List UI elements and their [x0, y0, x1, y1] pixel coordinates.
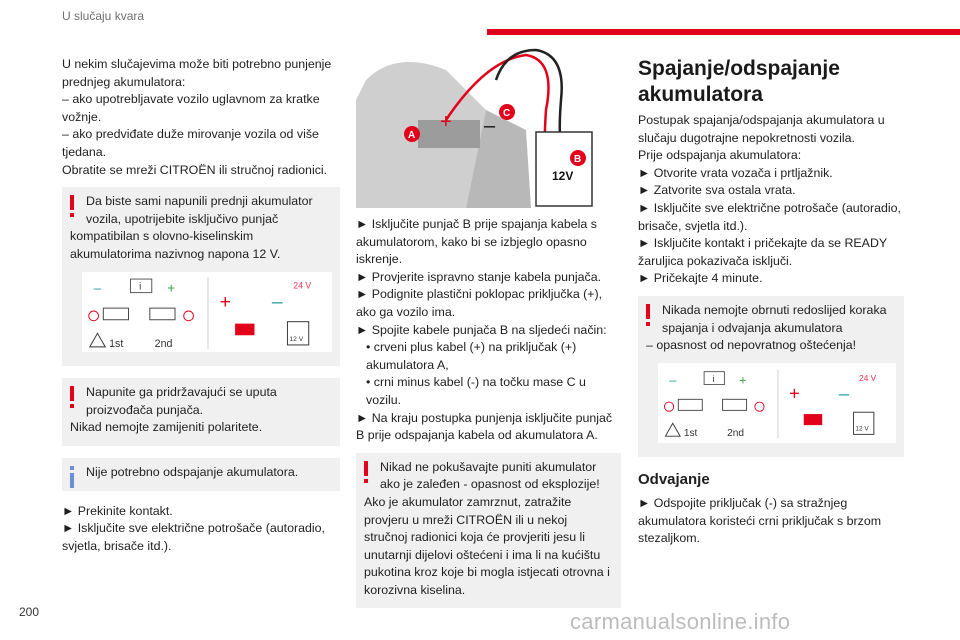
warning-box — [62, 187, 340, 366]
label-b: B — [574, 154, 582, 165]
warning-text: ako je zaleđen - opasnost od eksplozije! — [380, 477, 600, 492]
charger-voltage: 12V — [552, 169, 574, 183]
first-label: 1st — [109, 337, 124, 350]
warning-box — [638, 296, 904, 457]
step-line: ► Spojite kabele punjača B na sljedeći način: — [356, 322, 607, 337]
step-line: ► Isključite sve električne potrošače (autoradio, svjetla, brisače itd.). — [62, 521, 325, 553]
header-accent-bar — [487, 29, 960, 35]
watermark: carmanualsonline.info — [570, 609, 791, 634]
battery-icon — [235, 323, 254, 335]
intro-line: – ako upotrebljavate vozilo uglavnom za kratke vožnje. — [62, 92, 320, 124]
second-label: 2nd — [727, 427, 745, 439]
warning-text: vozila, upotrijebite isključivo punjač — [86, 211, 279, 226]
step-line: ► Podignite plastični poklopac priključka (+), ako ga vozilo ima. — [356, 287, 603, 319]
step-line: ► Isključite punjač B prije spajanja kabela s akumulatorom, kako bi se izbjeglo opasno iskrenje. — [356, 217, 597, 267]
warning-text: Nikad nemojte zamijeniti polaritete. — [70, 420, 263, 435]
intro-line: Obratite se mreži CITROËN ili stručnoj radionici. — [62, 162, 328, 177]
warning-icon — [66, 386, 78, 410]
charging-order-illustration — [82, 272, 332, 352]
charging-order-illustration — [658, 363, 896, 443]
plus-red: + — [219, 290, 231, 313]
warning-box — [356, 453, 621, 609]
column-2 — [356, 216, 621, 620]
label-a: A — [408, 130, 416, 141]
section-heading: Spajanje/odspajanje akumulatora — [638, 57, 840, 106]
info-glyph: i — [712, 373, 715, 384]
intro-line: – ako predviđate duže mirovanje vozila od više tjedana. — [62, 127, 319, 159]
step-line: ► Isključite sve električne potrošače (autoradio, brisače, svjetla itd.). — [638, 200, 901, 233]
intro-line: Postupak spajanja/odspajanja akumulatora u slučaju dugotrajne nepokretnosti vozila. — [638, 113, 885, 145]
column-1 — [62, 56, 340, 555]
warning-text: proizvođača punjača. — [86, 402, 204, 417]
step-line: ► Isključite kontakt i pričekajte da se READY žaruljica pokazivača isključi. — [638, 236, 887, 268]
minus-sign: – — [93, 280, 102, 296]
battery-icon — [804, 414, 822, 425]
warning-box — [62, 378, 340, 446]
label-c: C — [503, 108, 511, 119]
plus-red: + — [440, 111, 452, 133]
plus-red: + — [788, 382, 800, 404]
warning-icon — [66, 195, 78, 219]
step-line: ► Na kraju postupka punjenja isključite punjač B prije odspajanja kabela od akumulatora A. — [356, 410, 613, 443]
warning-icon — [360, 461, 372, 485]
volt-12-label: 12 V — [289, 335, 304, 343]
warning-text: Napunite ga pridržavajući se uputa — [86, 385, 277, 400]
info-icon — [66, 466, 78, 490]
bullet-line: • crveni plus kabel (+) na priključak (+) akumulatora A, — [366, 340, 577, 372]
warning-text: akumulatorima nazivnog napona 12 V. — [70, 246, 281, 261]
minus-sign: – — [669, 372, 677, 388]
step-line: ► Odspojite priključak (-) sa stražnjeg akumulatora koristeći crni priključak s brzom stezaljkom. — [638, 495, 882, 546]
volt-12-label: 12 V — [855, 425, 869, 433]
volt-24-label: 24 V — [859, 372, 877, 383]
plus-sign: + — [167, 280, 176, 296]
second-label: 2nd — [154, 337, 173, 350]
header-title: U slučaju kvara — [62, 9, 145, 23]
volt-24-label: 24 V — [293, 280, 312, 291]
warning-icon — [642, 304, 654, 328]
step-line: ► Provjerite ispravno stanje kabela punjača. — [356, 269, 602, 284]
info-box — [62, 458, 340, 491]
intro-line: Prije odspajanja akumulatora: — [638, 148, 802, 163]
minus-teal: – — [271, 290, 283, 313]
warning-text: Nikada nemojte obrnuti redoslijed koraka — [662, 302, 887, 317]
page-number: 200 — [19, 605, 40, 619]
engine-bay-photo — [356, 40, 621, 208]
subsection-heading: Odvajanje — [638, 471, 710, 489]
warning-text: kompatibilan s olovno-kiselinskim — [70, 229, 254, 244]
plus-sign: + — [739, 372, 747, 388]
column-3 — [638, 56, 904, 548]
warning-text: – opasnost od nepovratnog oštećenja! — [646, 338, 857, 353]
minus-sign: – — [484, 115, 496, 137]
intro-line: U nekim slučajevima može biti potrebno punjenje prednjeg akumulatora: — [62, 57, 332, 89]
step-line: ► Zatvorite sva ostala vrata. — [638, 183, 796, 198]
warning-text: Nikad ne pokušavajte puniti akumulator — [380, 459, 597, 474]
info-glyph: i — [139, 281, 142, 293]
minus-teal: – — [838, 382, 850, 404]
bullet-line: • crni minus kabel (-) na točku mase C u vozilu. — [366, 375, 586, 407]
warning-text: Ako je akumulator zamrznut, zatražite provjeru u mreži CITROËN ili u nekoj stručnoj radionici koja će provjeriti jesu li unutarnji dijelovi oštećeni i ima li na kućištu pukotina kroz koje bi mogla istjecati otrovna i korozivna kiselina. — [364, 494, 610, 597]
info-text: Nije potrebno odspajanje akumulatora. — [86, 464, 299, 479]
step-line: ► Prekinite kontakt. — [62, 503, 173, 518]
first-label: 1st — [683, 427, 698, 439]
warning-text: Da biste sami napunili prednji akumulator — [86, 194, 313, 209]
warning-text: spajanja i odvajanja akumulatora — [662, 320, 843, 335]
step-line: ► Pričekajte 4 minute. — [638, 271, 763, 286]
step-line: ► Otvorite vrata vozača i prtljažnik. — [638, 165, 833, 180]
